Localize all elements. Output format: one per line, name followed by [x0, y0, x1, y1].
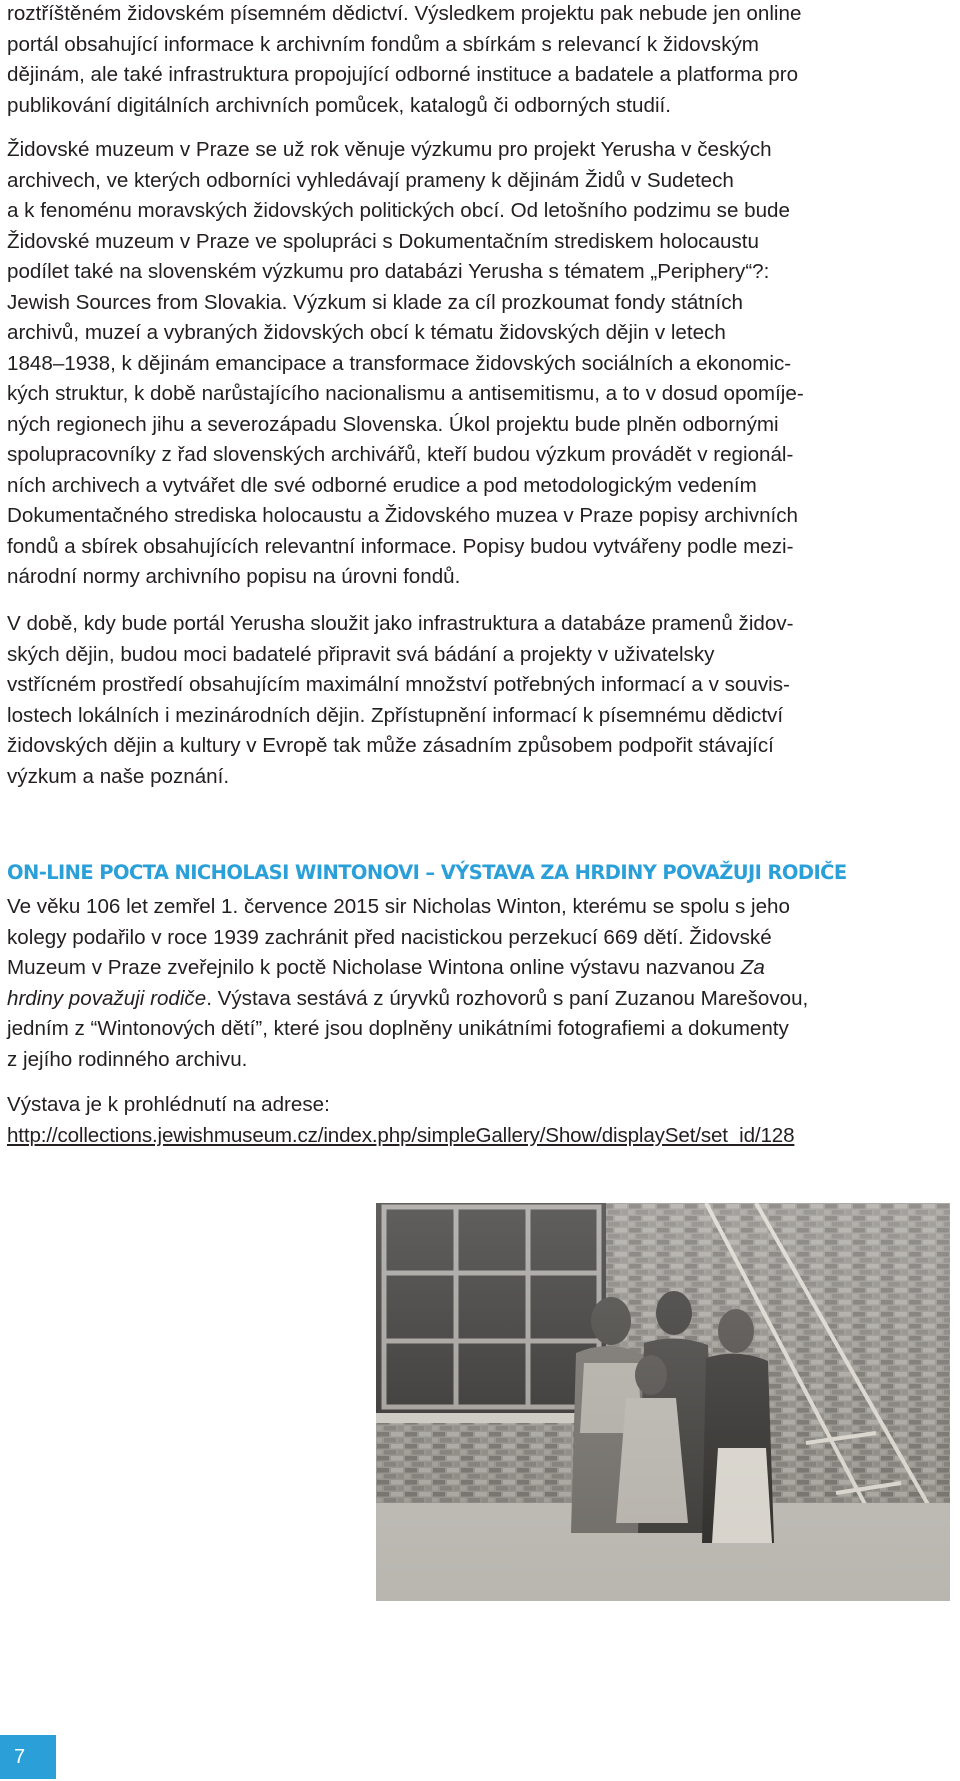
text-line: Jewish Sources from Slovakia. Výzkum si klade za cíl prozkoumat fondy státních — [7, 290, 743, 314]
exhibition-link[interactable]: http://collections.jewishmuseum.cz/index.php/simpleGallery/Show/displaySet/set_id/128 — [7, 1123, 795, 1147]
text-line: vstřícném prostředí obsahujícím maximální množství potřebných informací a v souvis- — [7, 673, 790, 696]
text-line: kých struktur, k době narůstajícího nacionalismu a antisemitismu, a to v dosud opomíje- — [7, 382, 804, 405]
text-line: jedním z “Wintonových dětí”, které jsou doplněny unikátními fotografiemi a dokumenty — [7, 1017, 789, 1040]
text-line: Ve věku 106 let zemřel 1. července 2015 sir Nicholas Winton, kterému se spolu s jeho — [7, 895, 790, 918]
text-run: . Výstava sestává z úryvků rozhovorů s paní Zuzanou Marešovou, — [206, 986, 809, 1010]
text-line: lostech lokálních i mezinárodních dějin. Zpřístupnění informací k písemnému dědictví — [7, 703, 784, 727]
exhibition-title: hrdiny považuji rodiče — [7, 986, 207, 1010]
paragraph-exhibition-link — [7, 1090, 955, 1151]
text-line: dějinám, ale také infrastruktura propojující odborné instituce a badatele a platforma pro — [7, 63, 799, 86]
text-line: Výstava je k prohlédnutí na adrese: — [7, 1093, 330, 1116]
text-line: archivech, ve kterých odborníci vyhledávají prameny k dějinám Židů v Sudetech — [7, 168, 734, 192]
text-line: Židovské muzeum v Praze ve spolupráci s Dokumentačním strediskem holocaustu — [7, 229, 759, 253]
text-line — [7, 953, 955, 984]
text-line: kolegy podařilo v roce 1939 zachránit před nacistickou perzekucí 669 dětí. Židovské — [7, 925, 772, 949]
text-line: ných regionech jihu a severozápadu Slovenska. Úkol projektu bude plněn odbornými — [7, 412, 779, 436]
paragraph-project-outcome — [7, 0, 955, 121]
paragraph-winton — [7, 892, 955, 1075]
text-line: V době, kdy bude portál Yerusha sloužit jako infrastruktura a databáze pramenů židov- — [7, 612, 794, 635]
text-line — [7, 984, 955, 1015]
text-line: národní normy archivního popisu na úrovni fondů. — [7, 565, 461, 588]
text-line: ních archivech a vytvářet dle své odborné erudice a pod metodologickým vedením — [7, 473, 757, 497]
text-line: z jejího rodinného archivu. — [7, 1047, 248, 1071]
page-number: 7 — [0, 1735, 56, 1779]
text-line: publikování digitálních archivních pomůcek, katalogů či odborných studií. — [7, 93, 671, 117]
text-line: fondů a sbírek obsahujících relevantní informace. Popisy budou vytvářeny podle mezi- — [7, 534, 794, 558]
text-line: 1848–1938, k dějinám emancipace a transformace židovských sociálních a ekonomic- — [7, 351, 792, 375]
text-line: spolupracovníky z řad slovenských archivářů, kteří budou výzkum provádět v regionál- — [7, 443, 794, 466]
text-line: ských dějin, budou moci badatelé připravit svá bádání a projekty v uživatelsky — [7, 642, 715, 666]
text-line: židovských dějin a kultury v Evropě tak může zásadním způsobem podpořit stávající — [7, 734, 774, 757]
family-photo-image — [376, 1203, 950, 1601]
text-line: portál obsahující informace k archivním fondům a sbírkám s relevancí k židovským — [7, 32, 759, 56]
text-run: Muzeum v Praze zveřejnilo k poctě Nicholase Wintona online výstavu nazvanou — [7, 956, 741, 979]
text-line: výzkum a naše poznání. — [7, 764, 230, 788]
text-line: Dokumentačného strediska holocaustu a Židovského muzea v Praze popisy archivních — [7, 504, 798, 527]
section-heading: ON-LINE POCTA NICHOLASI WINTONOVI – VÝSTAVA ZA HRDINY POVAŽUJI RODIČE — [7, 861, 847, 885]
text-line: a k fenoménu moravských židovských politických obcí. Od letošního podzimu se bude — [7, 199, 790, 222]
text-line: Židovské muzeum v Praze se už rok věnuje výzkumu pro projekt Yerusha v českých — [7, 138, 772, 161]
family-photograph — [376, 1203, 950, 1601]
paragraph-research — [7, 135, 955, 593]
text-line: roztříštěném židovském písemném dědictví. Výsledkem projektu pak nebude jen online — [7, 2, 802, 25]
exhibition-title: Za — [740, 956, 765, 979]
paragraph-portal — [7, 609, 955, 792]
text-line: archivů, muzeí a vybraných židovských obcí k tématu židovských dějin v letech — [7, 321, 726, 344]
text-line: podílet také na slovenském výzkumu pro databázi Yerusha s tématem „Periphery“?: — [7, 260, 770, 283]
